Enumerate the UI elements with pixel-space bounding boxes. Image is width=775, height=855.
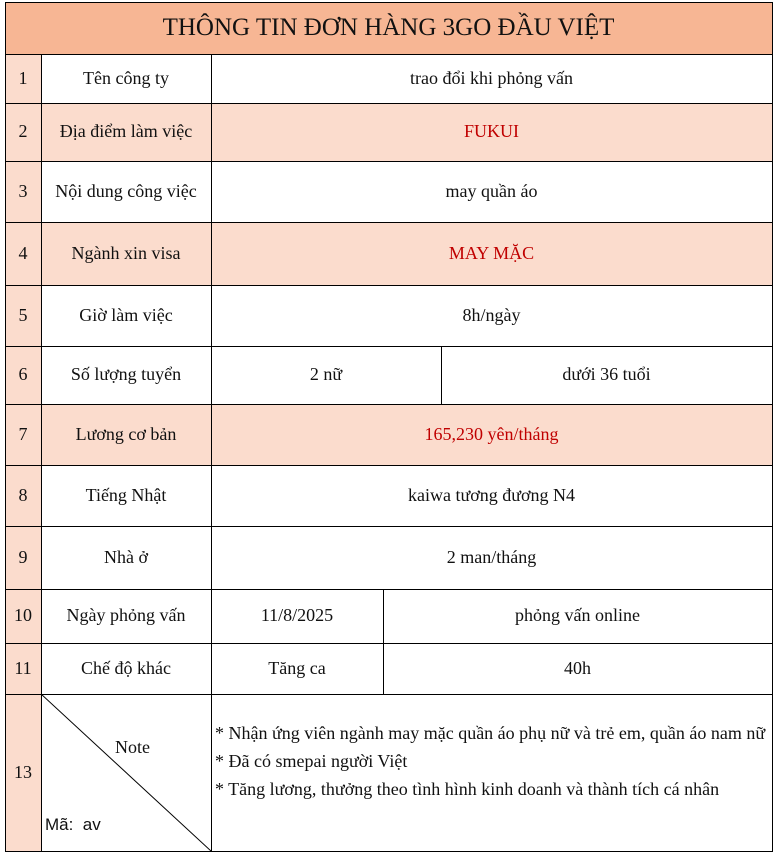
grid-line: [5, 465, 773, 466]
recruit-quantity-value: 2 nữ: [211, 346, 441, 404]
row-number: 7: [5, 404, 41, 465]
row-label: Giờ làm việc: [41, 285, 211, 346]
grid-line: [5, 404, 773, 405]
job-content-value: may quần áo: [211, 161, 772, 222]
row-label: Nội dung công việc: [41, 161, 211, 222]
grid-line: [441, 346, 442, 404]
row-label: Tiếng Nhật: [41, 465, 211, 526]
base-salary-value: 165,230 yên/tháng: [211, 404, 772, 465]
row-number: 13: [5, 694, 41, 851]
grid-line: [5, 694, 773, 695]
housing-value: 2 man/tháng: [211, 526, 772, 589]
note-content: [211, 694, 772, 851]
grid-line: [211, 54, 212, 852]
note-header-cell: [41, 694, 211, 851]
work-location-value: FUKUI: [211, 103, 772, 161]
interview-date-value: 11/8/2025: [211, 589, 383, 643]
note-line: * Nhận ứng viên ngành may mặc quần áo phụ nữ và trẻ em, quần áo nam nữ: [215, 723, 766, 743]
overtime-hours-value: 40h: [383, 643, 772, 694]
grid-line: [5, 222, 773, 223]
grid-line: [5, 2, 6, 852]
row-label: Ngày phỏng vấn: [41, 589, 211, 643]
grid-line: [5, 643, 773, 644]
note-line: * Tăng lương, thưởng theo tình hình kinh doanh và thành tích cá nhân: [215, 779, 720, 799]
row-number: 11: [5, 643, 41, 694]
grid-line: [5, 103, 773, 104]
row-label: Số lượng tuyển: [41, 346, 211, 404]
row-label: Ngành xin visa: [41, 222, 211, 285]
interview-type-value: phỏng vấn online: [383, 589, 772, 643]
grid-line: [5, 346, 773, 347]
order-code-label: Mã: av: [45, 815, 101, 834]
visa-industry-value: MAY MẶC: [211, 222, 772, 285]
grid-line: [5, 54, 773, 55]
row-number: 10: [5, 589, 41, 643]
grid-line: [5, 851, 773, 852]
row-label: Địa điểm làm việc: [41, 103, 211, 161]
row-number: 8: [5, 465, 41, 526]
grid-line: [41, 54, 42, 852]
grid-line: [5, 526, 773, 527]
japanese-level-value: kaiwa tương đương N4: [211, 465, 772, 526]
grid-line: [5, 2, 773, 3]
overtime-label: Tăng ca: [211, 643, 383, 694]
grid-line: [5, 161, 773, 162]
row-number: 4: [5, 222, 41, 285]
table-title: THÔNG TIN ĐƠN HÀNG 3GO ĐẦU VIỆT: [5, 2, 772, 54]
grid-line: [772, 2, 773, 852]
row-number: 5: [5, 285, 41, 346]
row-number: 1: [5, 54, 41, 103]
row-number: 9: [5, 526, 41, 589]
grid-line: [5, 589, 773, 590]
row-label: Tên công ty: [41, 54, 211, 103]
row-label: Chế độ khác: [41, 643, 211, 694]
row-label: Lương cơ bản: [41, 404, 211, 465]
note-header-label: Note: [115, 737, 150, 757]
row-number: 3: [5, 161, 41, 222]
company-name-value: trao đổi khi phỏng vấn: [211, 54, 772, 103]
row-label: Nhà ở: [41, 526, 211, 589]
grid-line: [383, 589, 384, 694]
age-limit-value: dưới 36 tuổi: [441, 346, 772, 404]
row-number: 6: [5, 346, 41, 404]
working-hours-value: 8h/ngày: [211, 285, 772, 346]
grid-line: [5, 285, 773, 286]
note-line: * Đã có smepai người Việt: [215, 751, 408, 771]
row-number: 2: [5, 103, 41, 161]
